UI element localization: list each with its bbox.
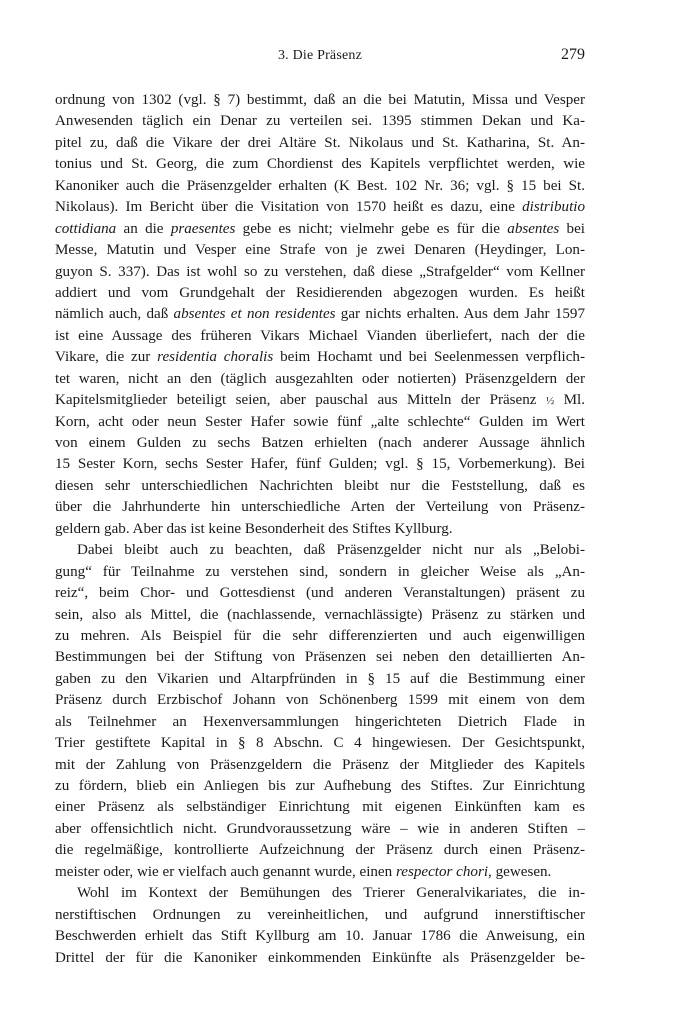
text-line	[55, 905, 585, 926]
running-head	[55, 46, 585, 66]
text-line	[55, 626, 585, 647]
text-line	[55, 948, 585, 969]
text-line	[55, 433, 585, 454]
italic-term: cottidiana	[55, 220, 117, 237]
text-run: geldern gab. Aber das ist keine Besonderheit des Stiftes Kyllburg.	[55, 520, 453, 537]
text-run: mit der Zahlung von Präsenzgeldern die Präsenz der Mitglieder des Kapitels	[55, 756, 585, 773]
text-run: sein, also als Mittel, die (nachlassende, vernachlässigte) Präsenz zu stärken und	[55, 606, 585, 623]
text-line	[55, 583, 585, 604]
text-line	[55, 862, 585, 883]
text-run: Vikare, die zur	[55, 349, 158, 366]
text-line	[55, 369, 585, 390]
text-line	[55, 197, 585, 218]
text-line	[55, 154, 585, 175]
text-line	[55, 133, 585, 154]
text-run: addiert und vom Grundgehalt der Residierenden abgezogen wurden. Es heißt	[55, 284, 585, 301]
text-run: bei	[559, 220, 585, 237]
text-line	[55, 412, 585, 433]
text-run: Präsenz durch Erzbischof Johann von Schönenberg 1599 mit einem von dem	[55, 692, 585, 709]
text-run: gebe es nicht; vielmehr gebe es für die	[235, 220, 508, 237]
text-run: Bestimmungen bei der Stiftung von Präsenzen sei neben den detaillierten An-	[55, 649, 585, 666]
text-line	[55, 304, 585, 325]
text-run: , gewesen.	[488, 863, 552, 880]
text-run: Trier gestiftete Kapital in § 8 Abschn. C 4 hingewiesen. Der Gesichtspunkt,	[55, 735, 585, 752]
text-run: Beschwerden erhielt das Stift Kyllburg am 10. Januar 1786 die Anweisung, ein	[55, 928, 585, 945]
text-run: nämlich auch, daß	[55, 306, 174, 323]
text-line	[55, 819, 585, 840]
text-run: beim Hochamt und bei Seelenmessen verpflich-	[273, 349, 585, 366]
italic-term: praesentes	[170, 220, 236, 237]
text-line	[55, 262, 585, 283]
text-run: über die Jahrhunderte hin unterschiedliche Arten der Verteilung von Präsenz-	[55, 499, 585, 516]
text-line	[55, 219, 585, 240]
text-run: Korn, acht oder neun Sester Hafer sowie fünf „alte schlechte“ Gulden im Wert	[55, 413, 585, 430]
text-run: ist eine Aussage des früheren Vikars Michael Vianden überliefert, nach der die	[55, 327, 585, 344]
text-run: Kanoniker auch die Präsenzgelder erhalten (K Best. 102 Nr. 36; vgl. § 15 bei St.	[55, 177, 585, 194]
text-run: nerstiftischen Ordnungen zu vereinheitlichen, und aufgrund innerstiftischer	[55, 906, 585, 923]
text-line	[55, 390, 585, 411]
text-line	[55, 776, 585, 797]
text-line	[55, 669, 585, 690]
text-line	[55, 347, 585, 368]
text-run: Kapitelsmitglieder beteiligt seien, aber pauschal aus Mitteln der Präsenz	[55, 392, 546, 409]
text-line	[55, 519, 585, 540]
text-line	[55, 605, 585, 626]
italic-term: residentia choralis	[157, 349, 274, 366]
text-line	[55, 883, 585, 904]
text-line	[55, 111, 585, 132]
text-line	[55, 540, 585, 561]
text-run: Ml.	[554, 392, 585, 409]
text-line	[55, 562, 585, 583]
text-line	[55, 712, 585, 733]
text-run: aber offensichtlich nicht. Grundvoraussetzung wäre – wie in anderen Stiften –	[55, 820, 585, 837]
text-line	[55, 797, 585, 818]
section-title: 3. Die Präsenz	[277, 48, 363, 63]
text-line	[55, 283, 585, 304]
text-run: reiz“, beim Chor- und Gottesdienst (und anderen Veranstaltungen) präsent zu	[55, 585, 585, 602]
text-line	[55, 647, 585, 668]
text-run: als Teilnehmer an Hexenversammlungen hingerichteten Dietrich Flade in	[55, 713, 585, 730]
text-line	[55, 326, 585, 347]
text-run: Anwesenden täglich ein Denar zu verteilen sei. 1395 stimmen Dekan und Ka-	[55, 113, 585, 130]
text-line	[55, 690, 585, 711]
text-line	[55, 454, 585, 475]
text-run: Dabei bleibt auch zu beachten, daß Präsenzgelder nicht nur als „Belobi-	[77, 542, 585, 559]
body-text	[55, 90, 585, 969]
text-run: tonius und St. Georg, die zum Chordienst des Kapitels verpflichtet werden, wie	[55, 156, 585, 173]
text-run: zu mehren. Als Beispiel für die sehr differenzierten und auch eigenwilligen	[55, 627, 585, 644]
text-run: einer Präsenz als selbständiger Einrichtung mit eigenen Einkünften kam es	[55, 799, 585, 816]
text-line	[55, 90, 585, 111]
text-line	[55, 926, 585, 947]
text-run: 15 Sester Korn, sechs Sester Hafer, fünf Gulden; vgl. § 15, Vorbemerkung). Bei	[55, 456, 585, 473]
text-run: gar nichts erhalten. Aus dem Jahr 1597	[335, 306, 585, 323]
text-run: Wohl im Kontext der Bemühungen des Trierer Generalvikariates, die in-	[77, 885, 585, 902]
italic-term: absentes	[507, 220, 560, 237]
text-line	[55, 840, 585, 861]
text-line	[55, 755, 585, 776]
text-run: diesen sehr unterschiedlichen Nachrichten bleibt nur die Feststellung, daß es	[55, 477, 585, 494]
text-line	[55, 733, 585, 754]
italic-term: absentes et non residentes	[173, 306, 336, 323]
text-run: guyon S. 337). Das ist wohl so zu verstehen, daß diese „Strafgelder“ vom Kellner	[55, 263, 585, 280]
text-line	[55, 497, 585, 518]
text-run: Nikolaus). Im Bericht über die Visitation von 1570 heißt es dazu, eine	[55, 199, 523, 216]
text-run: gaben zu den Vikarien und Altarpfründen in § 15 auf die Bestimmung einer	[55, 670, 585, 687]
text-run: meister oder, wie er vielfach auch genannt wurde, einen	[55, 863, 396, 880]
text-run: Drittel der für die Kanoniker einkommenden Einkünfte als Präsenzgelder be-	[55, 949, 585, 966]
italic-term: distributio	[522, 199, 585, 216]
text-run: gung“ für Teilnahme zu verstehen sind, sondern in gleicher Weise als „An-	[55, 563, 585, 580]
page-number: 279	[561, 46, 585, 63]
text-line	[55, 240, 585, 261]
text-run: von einem Gulden zu sechs Batzen erhielten (nach anderer Aussage ähnlich	[55, 435, 585, 451]
text-run: tet waren, nicht an den (täglich ausgezahlten oder notierten) Präsenzgeldern der	[55, 370, 585, 387]
text-run: die regelmäßige, kontrollierte Aufzeichnung der Präsenz durch einen Präsenz-	[55, 842, 585, 859]
text-run: Messe, Matutin und Vesper eine Strafe von je zwei Denaren (Heydinger, Lon-	[55, 242, 585, 259]
fraction: ½	[545, 395, 555, 408]
text-run: ordnung von 1302 (vgl. § 7) bestimmt, daß an die bei Matutin, Missa und Vesper	[55, 92, 585, 108]
text-line	[55, 176, 585, 197]
text-run: pitel zu, daß die Vikare der drei Altäre St. Nikolaus und St. Katharina, St. An-	[55, 134, 585, 151]
text-run: an die	[116, 220, 171, 237]
text-run: zu fördern, blieb ein Anliegen bis zur Aufhebung des Stiftes. Zur Einrichtung	[55, 778, 585, 794]
text-line	[55, 476, 585, 497]
italic-term: respector chori	[395, 863, 489, 880]
